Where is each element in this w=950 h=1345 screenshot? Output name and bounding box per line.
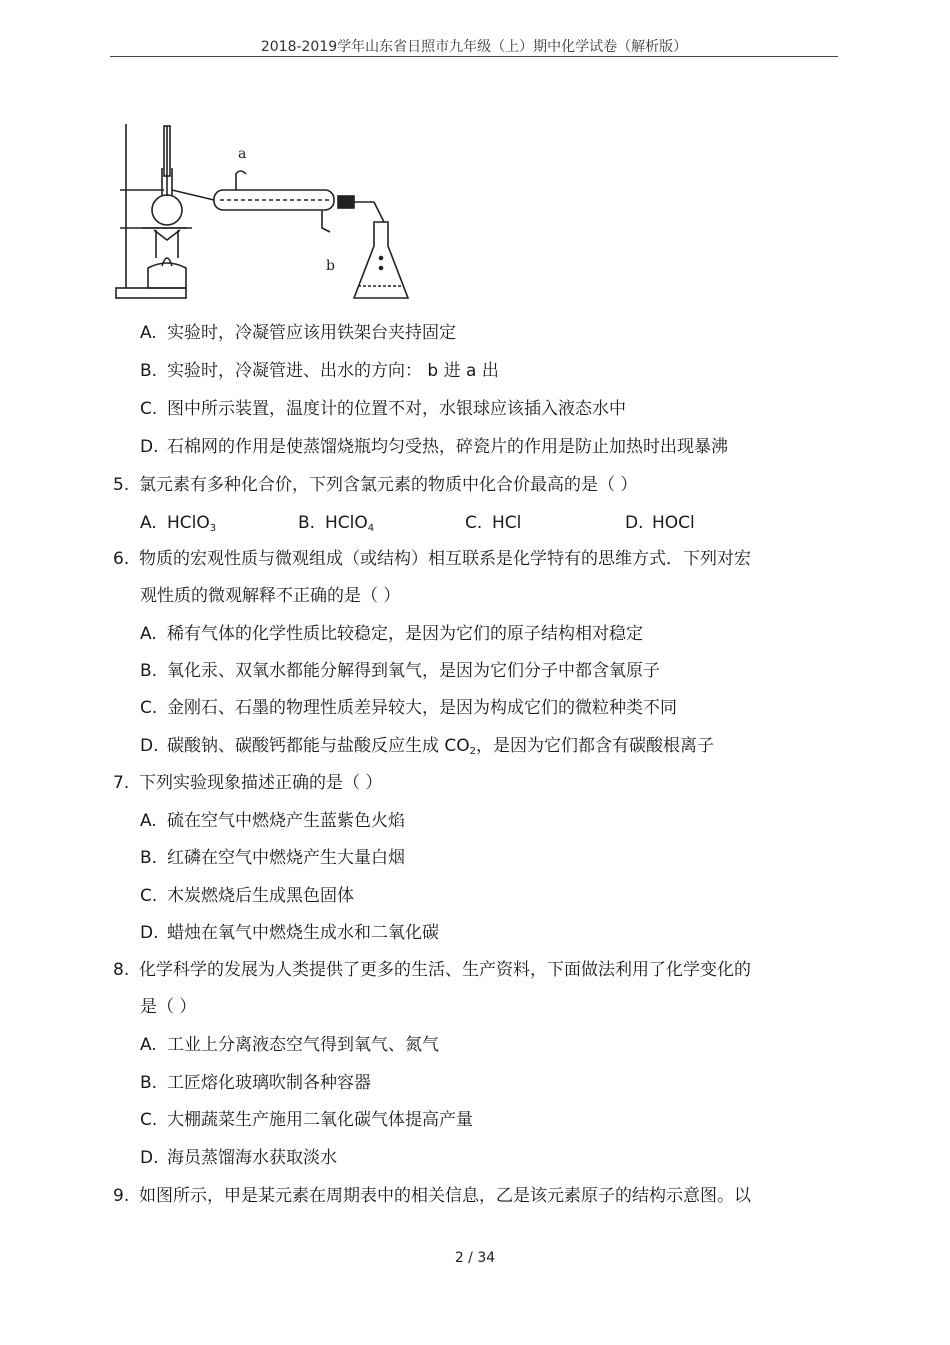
condenser [214, 190, 334, 210]
distilling-flask [152, 195, 182, 225]
q7-option-b: B. 红磷在空气中燃烧产生大量白烟 [140, 848, 405, 868]
q5-option-d: D. HOCl [625, 513, 695, 533]
q7-stem: 7. 下列实验现象描述正确的是（ ） [113, 773, 383, 793]
q4-option-c: C. 图中所示装置，温度计的位置不对，水银球应该插入液态水中 [140, 399, 626, 419]
water-tube-a [236, 171, 246, 190]
q6-option-c: C. 金刚石、石墨的物理性质差异较大，是因为构成它们的微粒种类不同 [140, 698, 677, 718]
q5-options [0, 512, 950, 534]
page-header: 2018-2019学年山东省日照市九年级（上）期中化学试卷（解析版） [260, 39, 688, 55]
water-tube-b [322, 210, 330, 232]
page-number: 2 / 34 [454, 1250, 496, 1266]
q6-option-d: D. 碳酸钠、碳酸钙都能与盐酸反应生成 $CO_2$，是因为它们都含有碳酸根离子 [140, 736, 715, 757]
q8-stem-line2: 是（ ） [140, 997, 197, 1017]
q6-stem-line1: 6. 物质的宏观性质与微观组成（或结构）相互联系是化学特有的思维方式．下列对宏 [113, 549, 751, 569]
q8-option-c: C. 大棚蔬菜生产施用二氧化碳气体提高产量 [140, 1110, 473, 1130]
q6-stem-line2: 观性质的微观解释不正确的是（ ） [140, 586, 401, 606]
label-a: a [238, 146, 247, 162]
alcohol-lamp [148, 263, 186, 288]
q7-option-d: D. 蜡烛在氧气中燃烧生成水和二氧化碳 [140, 923, 439, 943]
q4-option-a: A. 实验时，冷凝管应该用铁架台夹持固定 [140, 323, 456, 343]
q4-option-d: D. 石棉网的作用是使蒸馏烧瓶均匀受热，碎瓷片的作用是防止加热时出现暴沸 [140, 437, 728, 457]
q9-stem: 9. 如图所示，甲是某元素在周期表中的相关信息，乙是该元素原子的结构示意图。以 [113, 1186, 751, 1206]
q8-option-b: B. 工匠熔化玻璃吹制各种容器 [140, 1073, 371, 1093]
q5-option-a: A. HClO$_3$ [140, 513, 217, 534]
q7-option-c: C. 木炭燃烧后生成黑色固体 [140, 886, 354, 906]
q5-option-b: B. HClO$_4$ [298, 513, 375, 534]
header-rule [110, 56, 838, 57]
distillation-apparatus-figure [112, 118, 424, 306]
q7-option-a: A. 硫在空气中燃烧产生蓝紫色火焰 [140, 811, 405, 831]
q4-option-b: B. 实验时，冷凝管进、出水的方向： b 进 a 出 [140, 361, 499, 381]
q6-option-a: A. 稀有气体的化学性质比较稳定，是因为它们的原子结构相对稳定 [140, 624, 643, 644]
label-b: b [326, 258, 335, 274]
q5-option-c: C. HCl [465, 513, 522, 533]
q8-option-d: D. 海员蒸馏海水获取淡水 [140, 1148, 337, 1168]
q8-stem-line1: 8. 化学科学的发展为人类提供了更多的生活、生产资料，下面做法利用了化学变化的 [113, 960, 751, 980]
q6-option-b: B. 氧化汞、双氧水都能分解得到氧气，是因为它们分子中都含氧原子 [140, 661, 660, 681]
q5-stem: 5. 氯元素有多种化合价，下列含氯元素的物质中化合价最高的是（ ） [113, 475, 638, 495]
stand-base [116, 288, 186, 298]
q8-option-a: A. 工业上分离液态空气得到氧气、氮气 [140, 1035, 439, 1055]
